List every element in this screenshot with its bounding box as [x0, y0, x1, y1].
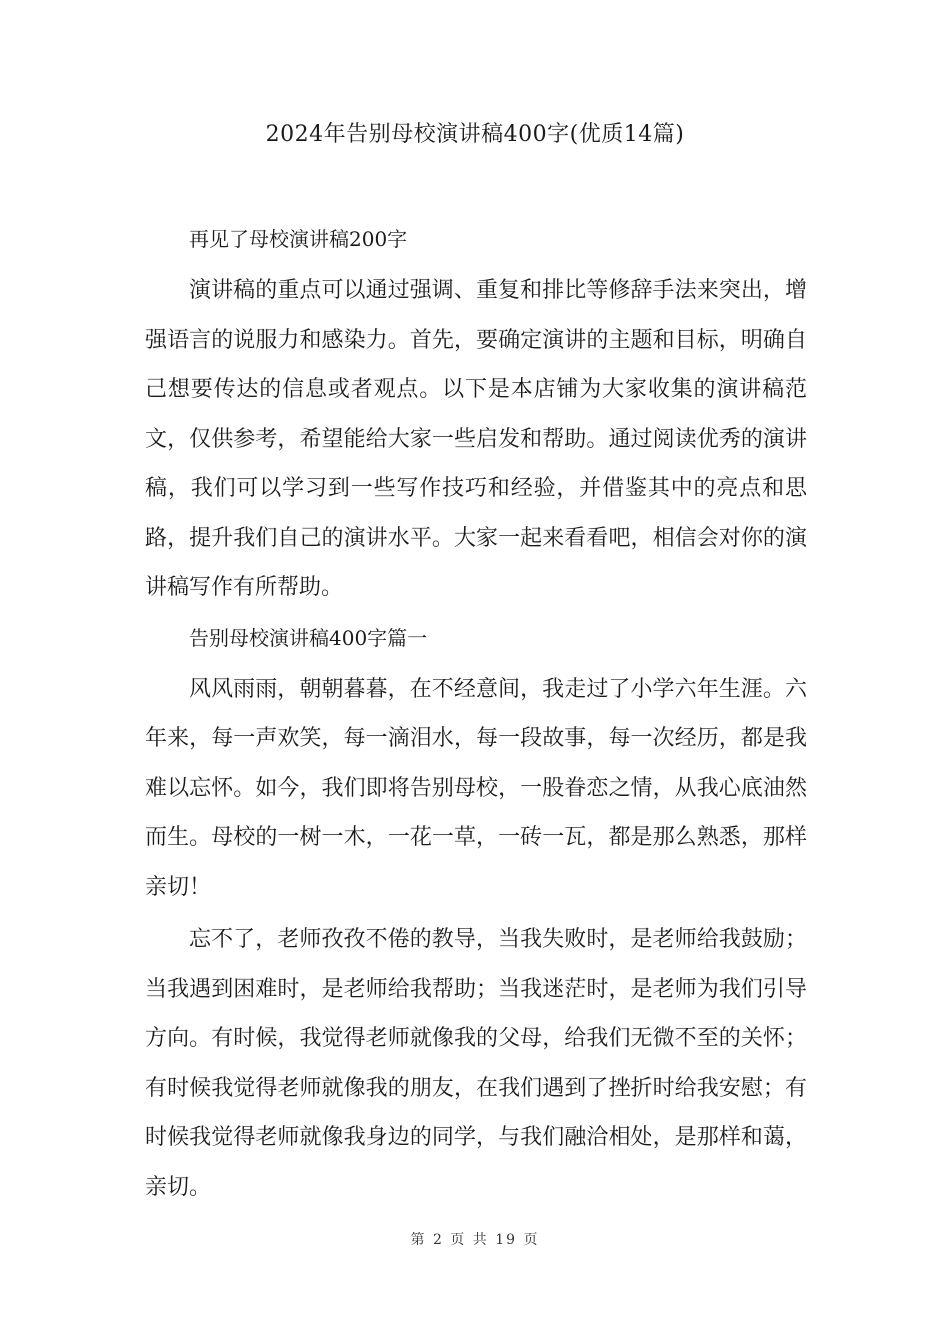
paragraph: 演讲稿的重点可以通过强调、重复和排比等修辞手法来突出，增强语言的说服力和感染力。首先，要确定演讲的主题和目标，明确自己想要传达的信息或者观点。以下是本店铺为大家收集的演讲稿范文，仅供参考，希望能给大家一些启发和帮助。通过阅读优秀的演讲稿，我们可以学习到一些写作技巧和经验，并借鉴其中的亮点和思路，提升我们自己的演讲水平。大家一起来看看吧，相信会对你的演讲稿写作有所帮助。 [145, 278, 807, 600]
paragraph: 忘不了，老师孜孜不倦的教导，当我失败时，是老师给我鼓励；当我遇到困难时，是老师给我帮助；当我迷茫时，是老师为我们引导方向。有时候，我觉得老师就像我的父母，给我们无微不至的关怀；有时候我觉得老师就像我的朋友，在我们遇到了挫折时给我安慰；有时候我觉得老师就像我身边的同学，与我们融洽相处，是那样和蔼，亲切。 [145, 927, 807, 1200]
section-heading: 再见了母校演讲稿200字 [189, 227, 408, 251]
page-number-footer: 第 2 页 共 19 页 [410, 1232, 540, 1248]
section-heading: 告别母校演讲稿400字篇一 [189, 625, 428, 650]
document-title: 2024年告别母校演讲稿400字(优质14篇) [265, 122, 685, 147]
document-body [145, 217, 807, 1215]
paragraph: 风风雨雨，朝朝暮暮，在不经意间，我走过了小学六年生涯。六年来，每一声欢笑，每一滴泪水，每一段故事，每一次经历，都是我难以忘怀。如今，我们即将告别母校，一股眷恋之情，从我心底油然而生。母校的一树一木，一花一草，一砖一瓦，都是那么熟悉，那样亲切！ [145, 676, 807, 900]
